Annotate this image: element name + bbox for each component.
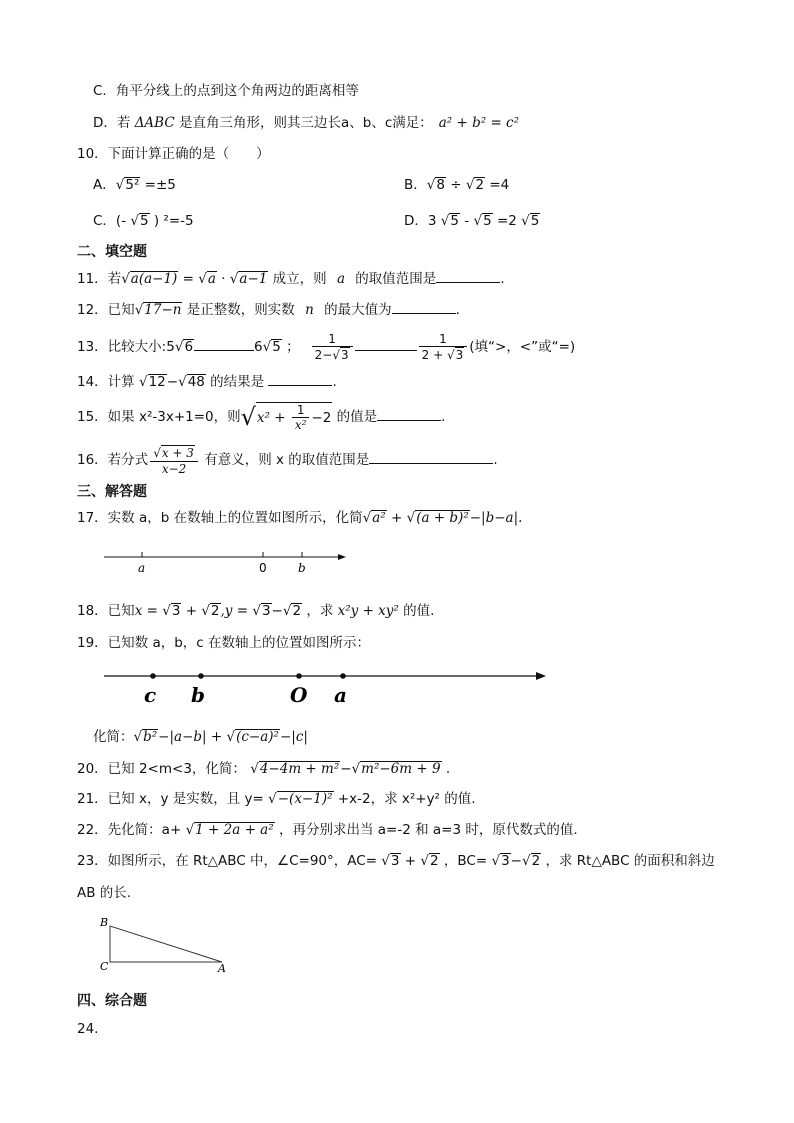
q11-prefix: 11．若 xyxy=(77,271,122,287)
numline2-label-a: a xyxy=(334,683,347,707)
numline1-label-b: b xyxy=(298,561,306,575)
q16-den: x−2 xyxy=(161,461,187,476)
q12-mid: 是正整数，则实数 xyxy=(182,302,300,318)
numline2-label-o: O xyxy=(290,683,308,707)
q18-plus: + xyxy=(181,603,202,619)
q15-frac-num: 1 xyxy=(292,403,310,418)
q10-stem: 10．下面计算正确的是（ ） xyxy=(77,146,270,162)
q10-d-label: D．3 xyxy=(404,213,441,229)
q19-r1: b² xyxy=(143,729,158,745)
q18-x-eq: x = xyxy=(134,603,163,619)
q20-r1: 4−4m + m² xyxy=(259,761,340,777)
q23-line-2: AB 的长. xyxy=(77,885,132,901)
q18-r1: 3 xyxy=(171,603,181,619)
q10-b-r1: 8 xyxy=(436,177,445,193)
q13-answer-blank-1[interactable] xyxy=(194,338,254,351)
q23-line1-c: ，求 Rt△ABC 的面积和斜边 xyxy=(541,853,715,869)
q10-d-r2: 5 xyxy=(483,213,492,229)
q18-r4: 2 xyxy=(292,603,302,619)
q10-d-r3: 5 xyxy=(530,213,540,229)
q23-r3: 3 xyxy=(501,853,510,869)
q14-answer-blank[interactable] xyxy=(268,373,332,386)
q13-r1: 6 xyxy=(184,339,194,355)
q13-fraction-1: $\frac{1}{2-√3}$ xyxy=(312,332,353,363)
q10-option-a: A．√5² =±5 xyxy=(93,177,176,193)
q18-r2: 2 xyxy=(210,603,220,619)
q11-dot: · xyxy=(216,271,230,287)
triangle-label-c: C xyxy=(100,960,109,973)
q9-d-formula: a² + b² = c² xyxy=(438,115,520,131)
q11-lhs: a(a−1) xyxy=(130,271,178,287)
q10-d-r1: 5 xyxy=(450,213,459,229)
q17-r2: (a + b)² xyxy=(416,510,469,526)
q18-prefix: 18．已知 xyxy=(77,603,135,619)
q15: 15．如果 x²-3x+1=0，则√x² + $\frac{1}{\text{x²}}$ −2 的值是 . xyxy=(77,403,446,432)
q22-prefix: 22．先化简：a+ xyxy=(77,822,186,838)
q10-b-rest: =4 xyxy=(485,177,510,193)
q10-a-label: A． xyxy=(93,177,116,193)
section-solve-heading: 三、解答题 xyxy=(77,484,147,500)
q15-prefix: 15．如果 x²-3x+1=0，则 xyxy=(77,409,241,425)
q10-option-b: B．√8 ÷ √2 =4 xyxy=(404,177,510,193)
q19-simplify: 化简：√b²−|a−b| + √(c−a)²−|c| xyxy=(93,729,308,745)
q20-prefix: 20．已知 2<m<3，化简： xyxy=(77,761,251,777)
numline2-label-c: c xyxy=(144,683,157,707)
q10-b-label: B． xyxy=(404,177,427,193)
q13: 13．比较大小:5√6 6√5 ； $\frac{1}{2-√3}$ $\frac{1}{2 + √3}$ (填“>，<”或“=) xyxy=(77,331,576,362)
q19-end: −|c| xyxy=(279,729,308,745)
q19-r2: (c−a)² xyxy=(236,729,279,745)
q13-mid: 6 xyxy=(254,339,263,355)
q19-mid: −|a−b| + xyxy=(158,729,227,745)
q16: 16．若分式 $\frac{√x + 3}{x-2}$ 有意义，则 x 的取值范围是 . xyxy=(77,445,498,476)
section-fill-heading: 二、填空题 xyxy=(77,244,147,260)
q18-suffix: 的值. xyxy=(398,603,435,619)
q16-prefix: 16．若分式 xyxy=(77,452,149,468)
q22-r1: 1 + 2a + a² xyxy=(195,822,274,838)
q10-d-mid: =2 xyxy=(492,213,522,229)
q15-end: . xyxy=(441,409,446,425)
q11-mid: 成立，则 xyxy=(268,271,331,287)
q9-d-mid: 是直角三角形，则其三边长a、b、c满足： xyxy=(174,115,433,131)
q15-inner-a: x² + xyxy=(256,409,290,426)
q16-answer-blank[interactable] xyxy=(369,451,493,464)
q22-suffix: ，再分别求出当 a=-2 和 a=3 时，原代数式的值. xyxy=(274,822,578,838)
q14-r1: 12 xyxy=(148,374,166,390)
q11-end: . xyxy=(500,271,505,287)
q21-r1: −(x−1)² xyxy=(277,791,333,807)
q20-op: − xyxy=(340,761,352,777)
triangle-label-b: B xyxy=(100,916,109,929)
q22: 22．先化简：a+ √1 + 2a + a² ，再分别求出当 a=-2 和 a=3 时，原代数式的值. xyxy=(77,822,578,838)
q12-prefix: 12．已知 xyxy=(77,302,135,318)
q13-suffix: (填“>，<”或“=) xyxy=(469,339,576,355)
q13-f1-den-r: 3 xyxy=(340,347,349,362)
q13-sep: ； xyxy=(281,339,300,355)
q14-op: − xyxy=(166,374,179,390)
q23-line-1: 23．如图所示，在 Rt△ABC 中，∠C=90°，AC= √3 + √2 ，BC= √3−√2 ，求 Rt△ABC 的面积和斜边 xyxy=(77,853,715,869)
q11-suffix: 的取值范围是 xyxy=(351,271,437,287)
q11-r1: a xyxy=(207,271,216,287)
q16-suffix: 有意义，则 x 的取值范围是 xyxy=(199,452,370,468)
q10-option-c: C．(- √5 ) ²=-5 xyxy=(93,213,194,229)
q13-f1-num: 1 xyxy=(312,332,353,347)
q11: 11．若√a(a−1) = √a · √a−1 成立，则 a 的取值范围是 . xyxy=(77,271,505,287)
q18-r3: 3 xyxy=(261,603,271,619)
q17-r1: a² xyxy=(372,510,386,526)
q15-inner-b: −2 xyxy=(311,409,332,426)
q16-end: . xyxy=(493,452,498,468)
q10-d-op: - xyxy=(459,213,474,229)
q10-b-r2: 2 xyxy=(475,177,485,193)
q20: 20．已知 2<m<3，化简： √4−4m + m²−√m²−6m + 9 . xyxy=(77,761,451,777)
q12-end: . xyxy=(455,302,460,318)
q14-r2: 48 xyxy=(187,374,205,390)
q12-answer-blank[interactable] xyxy=(392,301,456,314)
q23-plus: + xyxy=(400,853,421,869)
q21-prefix: 21．已知 x，y 是实数，且 y= xyxy=(77,791,269,807)
q18-mid: ，求 xyxy=(302,603,338,619)
q19-simplify-label: 化简： xyxy=(93,729,134,745)
q23-line1-a: 23．如图所示，在 Rt△ABC 中，∠C=90°，AC= xyxy=(77,853,382,869)
q18-minus: − xyxy=(271,603,283,619)
q14-prefix: 14．计算 xyxy=(77,374,139,390)
q13-answer-blank-2[interactable] xyxy=(355,338,417,351)
q14-suffix: 的结果是 xyxy=(205,374,269,390)
triangle-label-a: A xyxy=(218,962,226,975)
q14-end: . xyxy=(332,374,337,390)
number-line-2 xyxy=(100,664,552,710)
q15-suffix: 的值是 xyxy=(332,409,378,425)
q12-radicand: 17−n xyxy=(144,302,182,318)
numline1-label-a: a xyxy=(138,561,146,575)
q11-answer-blank[interactable] xyxy=(436,270,500,283)
q23-r2: 2 xyxy=(430,853,439,869)
section-comprehensive-heading: 四、综合题 xyxy=(77,993,147,1009)
q20-r2: m²−6m + 9 xyxy=(361,761,441,777)
q12: 12．已知√17−n 是正整数，则实数 n 的最大值为 . xyxy=(77,302,460,318)
q17-rest: −|b−a|. xyxy=(469,510,523,526)
q11-eq: = xyxy=(178,271,199,287)
q10-b-op: ÷ xyxy=(445,177,466,193)
q23-minus: − xyxy=(510,853,522,869)
q17: 17．实数 a，b 在数轴上的位置如图所示，化简√a² + √(a + b)²−|b−a|. xyxy=(77,510,523,526)
q21: 21．已知 x，y 是实数，且 y= √−(x−1)² +x-2，求 x²+y² 的值. xyxy=(77,791,476,807)
q13-f2-num: 1 xyxy=(419,332,468,347)
q12-suffix: 的最大值为 xyxy=(319,302,392,318)
q13-prefix: 13．比较大小:5 xyxy=(77,339,175,355)
q10-c-rest: ) ²=-5 xyxy=(149,213,194,229)
q23-line1-b: ，BC= xyxy=(439,853,492,869)
q20-end: . xyxy=(441,761,451,777)
q13-r2: 5 xyxy=(272,339,281,355)
right-triangle-figure xyxy=(96,914,236,978)
q18-y-eq: ,y = xyxy=(220,603,253,619)
q10-c-label: C．(- xyxy=(93,213,131,229)
q23-r1: 3 xyxy=(390,853,400,869)
q18-expr: x²y + xy² xyxy=(337,603,399,619)
q19-text: 19．已知数 a，b，c 在数轴上的位置如图所示： xyxy=(77,635,371,651)
q17-text: 17．实数 a，b 在数轴上的位置如图所示，化简 xyxy=(77,510,363,526)
q14: 14．计算 √12−√48 的结果是 . xyxy=(77,374,337,390)
numline1-label-0: 0 xyxy=(259,561,267,575)
q9-option-c: C．角平分线上的点到这个角两边的距离相等 xyxy=(93,83,359,99)
q11-r2: a−1 xyxy=(239,271,268,287)
q13-f2-den-r: 3 xyxy=(455,347,464,362)
q23-r4: 2 xyxy=(531,853,541,869)
q18: 18．已知x = √3 + √2,y = √3−√2 ，求 x²y + xy² 的值. xyxy=(77,603,435,619)
q13-f1-den-a: 2− xyxy=(314,347,333,362)
q11-var: a xyxy=(336,271,346,287)
q15-answer-blank[interactable] xyxy=(377,408,441,421)
number-line-1 xyxy=(100,545,350,575)
q10-a-radicand: 5² xyxy=(125,177,140,193)
q9-d-triangle: ΔABC xyxy=(134,115,175,131)
numline2-label-b: b xyxy=(191,683,205,707)
q13-fraction-2: $\frac{1}{2 + √3}$ xyxy=(419,332,468,363)
q10-option-d: D．3 √5 - √5 =2 √5 xyxy=(404,213,540,229)
q9-d-prefix: D．若 xyxy=(93,115,135,131)
q17-plus: + xyxy=(386,510,407,526)
q12-var: n xyxy=(305,302,314,318)
q21-suffix: +x-2，求 x²+y² 的值. xyxy=(333,791,476,807)
q15-frac-den: x² xyxy=(294,418,307,432)
q10-c-radicand: 5 xyxy=(139,213,149,229)
q9-option-d xyxy=(93,114,519,132)
q10-a-rest: =±5 xyxy=(140,177,176,193)
q24: 24. xyxy=(77,1021,99,1037)
q16-num-radicand: x + 3 xyxy=(161,445,194,460)
q13-f2-den-a: 2 + xyxy=(421,347,447,362)
